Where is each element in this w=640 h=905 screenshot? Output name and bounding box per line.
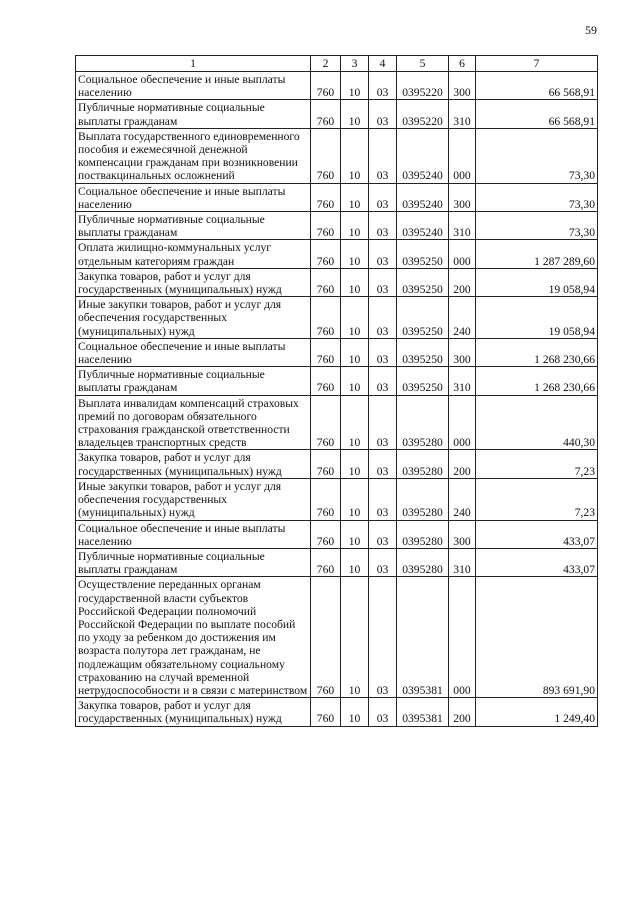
row-target-code: 0395250 xyxy=(397,268,449,296)
row-amount: 1 287 289,60 xyxy=(476,240,598,268)
row-target-code: 0395250 xyxy=(397,338,449,366)
row-section-code: 10 xyxy=(341,338,369,366)
row-ministry-code: 760 xyxy=(311,268,341,296)
table-row xyxy=(76,698,598,726)
row-ministry-code: 760 xyxy=(311,128,341,183)
row-ministry-code: 760 xyxy=(311,338,341,366)
row-section-code: 10 xyxy=(341,698,369,726)
row-section-code: 10 xyxy=(341,450,369,478)
row-section-code: 10 xyxy=(341,297,369,339)
row-subsection-code: 03 xyxy=(369,577,397,698)
table-row xyxy=(76,100,598,128)
table-row xyxy=(76,577,598,698)
row-expense-type-code: 200 xyxy=(449,450,476,478)
row-section-code: 10 xyxy=(341,478,369,520)
row-section-code: 10 xyxy=(341,577,369,698)
table-row xyxy=(76,478,598,520)
row-ministry-code: 760 xyxy=(311,240,341,268)
row-expense-type-code: 240 xyxy=(449,297,476,339)
row-name: Публичные нормативные социальные выплаты гражданам xyxy=(76,212,311,240)
row-section-code: 10 xyxy=(341,72,369,100)
row-section-code: 10 xyxy=(341,520,369,548)
row-amount: 433,07 xyxy=(476,520,598,548)
header-col-1: 1 xyxy=(76,56,311,72)
row-ministry-code: 760 xyxy=(311,212,341,240)
row-name: Публичные нормативные социальные выплаты гражданам xyxy=(76,100,311,128)
row-target-code: 0395220 xyxy=(397,100,449,128)
row-target-code: 0395381 xyxy=(397,698,449,726)
row-section-code: 10 xyxy=(341,240,369,268)
row-amount: 1 268 230,66 xyxy=(476,338,598,366)
row-subsection-code: 03 xyxy=(369,268,397,296)
row-amount: 1 268 230,66 xyxy=(476,367,598,395)
row-expense-type-code: 310 xyxy=(449,548,476,576)
row-expense-type-code: 310 xyxy=(449,100,476,128)
row-name: Закупка товаров, работ и услуг для государственных (муниципальных) нужд xyxy=(76,268,311,296)
row-name: Осуществление переданных органам государственной власти субъектов Российской Федерации полномочий Российской Федерации по выплате пособий по уходу за ребенком до достижения им возраста полутора лет гражданам, не подлежащим обязательному социальному страхованию на случай временной нетрудоспособности и в связи с материнством xyxy=(76,577,311,698)
table-row xyxy=(76,367,598,395)
row-expense-type-code: 310 xyxy=(449,212,476,240)
header-col-7: 7 xyxy=(476,56,598,72)
row-ministry-code: 760 xyxy=(311,548,341,576)
row-section-code: 10 xyxy=(341,268,369,296)
row-target-code: 0395280 xyxy=(397,450,449,478)
row-expense-type-code: 300 xyxy=(449,183,476,211)
row-expense-type-code: 240 xyxy=(449,478,476,520)
row-target-code: 0395240 xyxy=(397,128,449,183)
row-ministry-code: 760 xyxy=(311,698,341,726)
row-subsection-code: 03 xyxy=(369,450,397,478)
row-name: Выплата инвалидам компенсаций страховых премий по договорам обязательного страхования гражданской ответственности владельцев транспортных средств xyxy=(76,395,311,450)
row-amount: 433,07 xyxy=(476,548,598,576)
row-subsection-code: 03 xyxy=(369,478,397,520)
row-target-code: 0395381 xyxy=(397,577,449,698)
row-subsection-code: 03 xyxy=(369,212,397,240)
header-col-2: 2 xyxy=(311,56,341,72)
row-section-code: 10 xyxy=(341,395,369,450)
row-section-code: 10 xyxy=(341,367,369,395)
row-subsection-code: 03 xyxy=(369,338,397,366)
row-expense-type-code: 300 xyxy=(449,338,476,366)
row-amount: 440,30 xyxy=(476,395,598,450)
row-section-code: 10 xyxy=(341,548,369,576)
row-subsection-code: 03 xyxy=(369,698,397,726)
table-row xyxy=(76,240,598,268)
row-name: Закупка товаров, работ и услуг для государственных (муниципальных) нужд xyxy=(76,698,311,726)
row-amount: 19 058,94 xyxy=(476,268,598,296)
row-amount: 19 058,94 xyxy=(476,297,598,339)
row-section-code: 10 xyxy=(341,183,369,211)
row-expense-type-code: 200 xyxy=(449,698,476,726)
row-expense-type-code: 200 xyxy=(449,268,476,296)
row-subsection-code: 03 xyxy=(369,240,397,268)
table-row xyxy=(76,548,598,576)
row-target-code: 0395250 xyxy=(397,297,449,339)
row-section-code: 10 xyxy=(341,212,369,240)
row-name: Социальное обеспечение и иные выплаты населению xyxy=(76,520,311,548)
table-row xyxy=(76,128,598,183)
row-target-code: 0395240 xyxy=(397,212,449,240)
table-row xyxy=(76,72,598,100)
row-name: Социальное обеспечение и иные выплаты населению xyxy=(76,338,311,366)
row-ministry-code: 760 xyxy=(311,100,341,128)
table-row xyxy=(76,520,598,548)
row-target-code: 0395250 xyxy=(397,240,449,268)
page-number: 59 xyxy=(585,23,597,37)
row-ministry-code: 760 xyxy=(311,367,341,395)
row-subsection-code: 03 xyxy=(369,72,397,100)
row-ministry-code: 760 xyxy=(311,478,341,520)
row-expense-type-code: 000 xyxy=(449,240,476,268)
row-expense-type-code: 000 xyxy=(449,577,476,698)
table-row xyxy=(76,183,598,211)
row-name: Оплата жилищно-коммунальных услуг отдельным категориям граждан xyxy=(76,240,311,268)
row-expense-type-code: 000 xyxy=(449,395,476,450)
row-amount: 73,30 xyxy=(476,128,598,183)
row-ministry-code: 760 xyxy=(311,395,341,450)
table-body xyxy=(76,72,598,727)
row-amount: 1 249,40 xyxy=(476,698,598,726)
row-subsection-code: 03 xyxy=(369,548,397,576)
row-subsection-code: 03 xyxy=(369,128,397,183)
table-row xyxy=(76,212,598,240)
row-target-code: 0395280 xyxy=(397,478,449,520)
row-expense-type-code: 000 xyxy=(449,128,476,183)
row-name: Социальное обеспечение и иные выплаты населению xyxy=(76,183,311,211)
row-ministry-code: 760 xyxy=(311,183,341,211)
row-target-code: 0395240 xyxy=(397,183,449,211)
row-subsection-code: 03 xyxy=(369,367,397,395)
row-subsection-code: 03 xyxy=(369,100,397,128)
row-section-code: 10 xyxy=(341,100,369,128)
row-expense-type-code: 300 xyxy=(449,72,476,100)
row-amount: 66 568,91 xyxy=(476,100,598,128)
row-amount: 7,23 xyxy=(476,450,598,478)
header-col-6: 6 xyxy=(449,56,476,72)
row-name: Иные закупки товаров, работ и услуг для обеспечения государственных (муниципальных) нужд xyxy=(76,478,311,520)
row-ministry-code: 760 xyxy=(311,520,341,548)
row-target-code: 0395280 xyxy=(397,520,449,548)
header-col-4: 4 xyxy=(369,56,397,72)
row-amount: 73,30 xyxy=(476,212,598,240)
row-subsection-code: 03 xyxy=(369,183,397,211)
table-row xyxy=(76,297,598,339)
row-name: Публичные нормативные социальные выплаты гражданам xyxy=(76,548,311,576)
row-target-code: 0395220 xyxy=(397,72,449,100)
row-name: Социальное обеспечение и иные выплаты населению xyxy=(76,72,311,100)
row-name: Публичные нормативные социальные выплаты гражданам xyxy=(76,367,311,395)
row-amount: 66 568,91 xyxy=(476,72,598,100)
row-section-code: 10 xyxy=(341,128,369,183)
row-target-code: 0395250 xyxy=(397,367,449,395)
budget-table xyxy=(75,55,598,727)
row-expense-type-code: 310 xyxy=(449,367,476,395)
row-ministry-code: 760 xyxy=(311,450,341,478)
row-name: Закупка товаров, работ и услуг для государственных (муниципальных) нужд xyxy=(76,450,311,478)
header-col-3: 3 xyxy=(341,56,369,72)
row-amount: 893 691,90 xyxy=(476,577,598,698)
row-amount: 73,30 xyxy=(476,183,598,211)
table-row xyxy=(76,450,598,478)
row-name: Иные закупки товаров, работ и услуг для обеспечения государственных (муниципальных) нужд xyxy=(76,297,311,339)
row-amount: 7,23 xyxy=(476,478,598,520)
row-expense-type-code: 300 xyxy=(449,520,476,548)
row-target-code: 0395280 xyxy=(397,395,449,450)
row-ministry-code: 760 xyxy=(311,72,341,100)
row-subsection-code: 03 xyxy=(369,520,397,548)
table-row xyxy=(76,338,598,366)
table-row xyxy=(76,395,598,450)
row-ministry-code: 760 xyxy=(311,577,341,698)
header-row xyxy=(76,56,598,72)
row-subsection-code: 03 xyxy=(369,297,397,339)
row-ministry-code: 760 xyxy=(311,297,341,339)
row-subsection-code: 03 xyxy=(369,395,397,450)
table-row xyxy=(76,268,598,296)
header-col-5: 5 xyxy=(397,56,449,72)
row-name: Выплата государственного единовременного пособия и ежемесячной денежной компенсации гражданам при возникновении поствакцинальных осложнений xyxy=(76,128,311,183)
row-target-code: 0395280 xyxy=(397,548,449,576)
